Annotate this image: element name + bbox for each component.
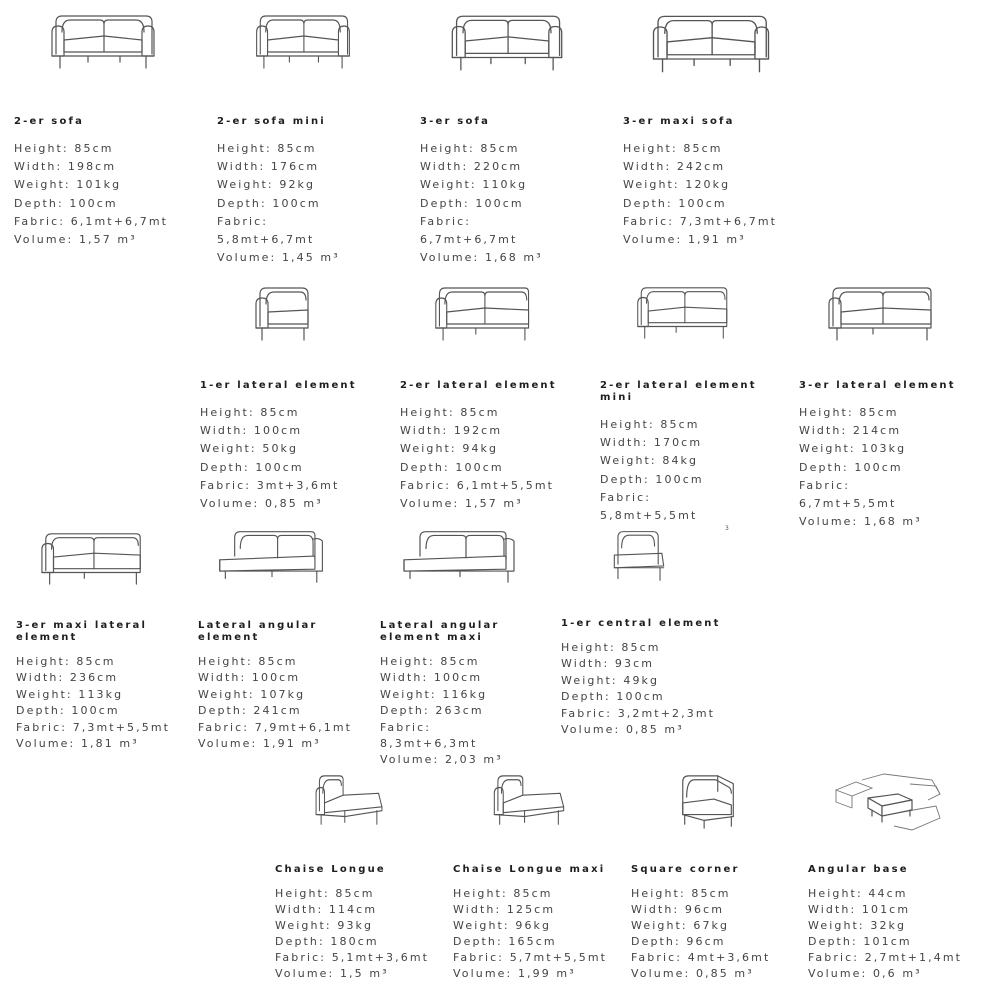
- spec-height: Height: 85cm: [631, 887, 731, 900]
- spec-fabric: Fabric: 5,1mt+3,6mt: [275, 951, 430, 964]
- spec-depth: Depth: 165cm: [453, 935, 557, 948]
- spec-height: Height: 85cm: [198, 655, 298, 668]
- spec-depth: Depth: 100cm: [217, 196, 321, 210]
- spec-depth: Depth: 96cm: [631, 935, 726, 948]
- spec-fabric: Fabric: 7,3mt+5,5mt: [16, 720, 171, 734]
- spec-volume: Volume: 1,57 m³: [400, 497, 523, 511]
- spec-volume: Volume: 0,85 m³: [631, 967, 754, 980]
- spec-weight: Weight: 101kg: [14, 178, 122, 192]
- spec-fabric: Fabric: 3,2mt+2,3mt: [561, 706, 716, 720]
- spec-volume: Volume: 1,99 m³: [453, 967, 576, 980]
- lateral-element-icon: [40, 528, 146, 588]
- product-card: [198, 528, 373, 752]
- product-card: [200, 282, 380, 513]
- spec-volume: Volume: 0,85 m³: [561, 723, 684, 737]
- spec-depth: Depth: 100cm: [14, 196, 118, 210]
- spec-height: Height: 85cm: [453, 887, 553, 900]
- spec-depth: Depth: 100cm: [16, 704, 120, 718]
- spec-volume: Volume: 1,81 m³: [16, 737, 139, 751]
- spec-width: Width: 100cm: [380, 671, 483, 685]
- spec-volume: Volume: 1,45 m³: [217, 251, 340, 265]
- spec-width: Width: 93cm: [561, 657, 655, 671]
- spec-width: Width: 100cm: [198, 671, 301, 685]
- spec-height: Height: 85cm: [380, 655, 480, 668]
- product-title: 2-er sofa mini: [217, 116, 326, 127]
- spec-depth: Depth: 100cm: [600, 472, 704, 486]
- spec-depth: Depth: 241cm: [198, 704, 302, 718]
- spec-weight: Weight: 96kg: [453, 919, 552, 932]
- lateral-element-icon: [434, 282, 534, 344]
- product-card: [631, 772, 806, 982]
- spec-weight: Weight: 50kg: [200, 442, 299, 456]
- spec-depth: Depth: 180cm: [275, 935, 379, 948]
- spec-width: Width: 214cm: [799, 424, 902, 438]
- spec-list: [16, 654, 191, 752]
- spec-list: [799, 404, 994, 531]
- spec-weight: Weight: 92kg: [217, 178, 316, 192]
- product-title: Square corner: [631, 864, 740, 875]
- spec-fabric: Fabric: 6,1mt+6,7mt: [14, 214, 169, 228]
- spec-volume: Volume: 0,85 m³: [200, 497, 323, 511]
- lateral-element-icon: [636, 282, 732, 342]
- spec-height: Height: 85cm: [799, 406, 899, 419]
- spec-depth: Depth: 263cm: [380, 704, 484, 718]
- chaise-longue-icon: [311, 772, 387, 832]
- spec-list: [623, 140, 823, 249]
- spec-list: [600, 416, 780, 525]
- spec-volume: Volume: 0,6 m³: [808, 967, 922, 980]
- spec-fabric: Fabric: 2,7mt+1,4mt: [808, 951, 963, 964]
- spec-list: [198, 654, 373, 752]
- spec-width: Width: 114cm: [275, 903, 378, 916]
- spec-width: Width: 125cm: [453, 903, 556, 916]
- two-seat-sofa-icon: [253, 10, 353, 72]
- square-corner-icon: [675, 772, 743, 832]
- product-title: 3-er lateral element: [799, 380, 956, 391]
- spec-height: Height: 85cm: [217, 142, 317, 155]
- product-title: 3-er sofa: [420, 116, 491, 127]
- spec-volume: Volume: 1,91 m³: [198, 737, 321, 751]
- spec-width: Width: 176cm: [217, 160, 320, 174]
- spec-depth: Depth: 100cm: [799, 460, 903, 474]
- spec-width: Width: 242cm: [623, 160, 726, 174]
- spec-volume: Volume: 1,5 m³: [275, 967, 389, 980]
- spec-depth: Depth: 100cm: [400, 460, 504, 474]
- spec-fabric: Fabric: 6,7mt+5,5mt: [799, 478, 897, 511]
- product-title: 3-er maxi sofa: [623, 116, 735, 127]
- spec-weight: Weight: 84kg: [600, 454, 699, 468]
- spec-weight: Weight: 67kg: [631, 919, 730, 932]
- spec-height: Height: 85cm: [14, 142, 114, 155]
- spec-volume: Volume: 1,91 m³: [623, 233, 746, 247]
- product-title: 3-er maxi lateral element: [16, 620, 148, 643]
- single-armchair-icon: [250, 282, 320, 344]
- angular-element-icon: [400, 528, 520, 586]
- product-card: [16, 528, 191, 752]
- spec-weight: Weight: 120kg: [623, 178, 731, 192]
- spec-weight: Weight: 49kg: [561, 673, 660, 687]
- central-element-icon: [607, 528, 671, 584]
- spec-width: Width: 220cm: [420, 160, 523, 174]
- spec-list: [453, 886, 628, 982]
- spec-height: Height: 85cm: [400, 406, 500, 419]
- product-card: [380, 528, 555, 769]
- product-card: [420, 10, 600, 267]
- spec-list: [420, 140, 600, 267]
- spec-fabric: Fabric: 6,7mt+6,7mt: [420, 214, 518, 247]
- spec-fabric: Fabric: 5,7mt+5,5mt: [453, 951, 608, 964]
- spec-list: [808, 886, 988, 982]
- product-card: [217, 10, 397, 267]
- spec-weight: Weight: 94kg: [400, 442, 499, 456]
- spec-depth: Depth: 100cm: [420, 196, 524, 210]
- product-card: [453, 772, 628, 982]
- spec-depth: Depth: 100cm: [561, 690, 665, 704]
- product-title: Chaise Longue maxi: [453, 864, 606, 875]
- spec-volume: Volume: 1,68 m³: [799, 515, 922, 529]
- spec-height: Height: 85cm: [275, 887, 375, 900]
- spec-list: [380, 654, 555, 769]
- spec-weight: Weight: 93kg: [275, 919, 374, 932]
- spec-weight: Weight: 107kg: [198, 687, 306, 701]
- three-seat-sofa-icon: [649, 10, 773, 76]
- lateral-element-icon: [827, 282, 937, 344]
- spec-fabric: Fabric: 4mt+3,6mt: [631, 951, 771, 964]
- spec-height: Height: 85cm: [16, 655, 116, 668]
- product-card: [561, 528, 741, 738]
- spec-width: Width: 101cm: [808, 903, 911, 916]
- product-title: 2-er sofa: [14, 116, 85, 127]
- angular-base-icon: [832, 772, 942, 834]
- spec-fabric: Fabric: 8,3mt+6,3mt: [380, 720, 478, 751]
- spec-list: [275, 886, 450, 982]
- spec-height: Height: 44cm: [808, 887, 908, 900]
- product-card: [808, 772, 988, 982]
- product-title: 2-er lateral element: [400, 380, 557, 391]
- spec-weight: Weight: 103kg: [799, 442, 907, 456]
- spec-list: [561, 640, 741, 738]
- spec-height: Height: 85cm: [600, 418, 700, 431]
- product-title: 1-er central element: [561, 618, 721, 629]
- product-card: [14, 10, 204, 249]
- spec-fabric: Fabric: 5,8mt+5,5mt: [600, 490, 698, 523]
- spec-list: [400, 404, 580, 513]
- product-card: [623, 10, 823, 249]
- spec-depth: Depth: 100cm: [623, 196, 727, 210]
- spec-weight: Weight: 32kg: [808, 919, 907, 932]
- spec-width: Width: 170cm: [600, 436, 703, 450]
- product-card: [275, 772, 450, 982]
- spec-volume: Volume: 1,68 m³: [420, 251, 543, 265]
- spec-height: Height: 85cm: [200, 406, 300, 419]
- spec-width: Width: 236cm: [16, 671, 119, 685]
- spec-weight: Weight: 113kg: [16, 687, 124, 701]
- spec-depth: Depth: 101cm: [808, 935, 912, 948]
- three-seat-sofa-icon: [448, 10, 566, 74]
- spec-list: [217, 140, 397, 267]
- spec-fabric: Fabric: 5,8mt+6,7mt: [217, 214, 315, 247]
- product-title: Chaise Longue: [275, 864, 386, 875]
- spec-depth: Depth: 100cm: [200, 460, 304, 474]
- spec-height: Height: 85cm: [561, 641, 661, 654]
- volume-stray-mark: 3: [725, 525, 729, 532]
- product-title: 1-er lateral element: [200, 380, 357, 391]
- chaise-longue-icon: [489, 772, 569, 832]
- spec-fabric: Fabric: 3mt+3,6mt: [200, 478, 340, 492]
- spec-volume: Volume: 2,03 m³: [380, 753, 503, 767]
- spec-width: Width: 198cm: [14, 160, 117, 174]
- product-title: Angular base: [808, 864, 909, 875]
- spec-fabric: Fabric: 7,9mt+6,1mt: [198, 720, 353, 734]
- product-title: 2-er lateral element mini: [600, 380, 757, 403]
- two-seat-sofa-icon: [48, 10, 158, 72]
- spec-height: Height: 85cm: [623, 142, 723, 155]
- spec-weight: Weight: 110kg: [420, 178, 528, 192]
- spec-list: [200, 404, 380, 513]
- spec-fabric: Fabric: 6,1mt+5,5mt: [400, 478, 555, 492]
- product-title: Lateral angular element maxi: [380, 620, 500, 643]
- product-card: [799, 282, 994, 531]
- spec-fabric: Fabric: 7,3mt+6,7mt: [623, 214, 778, 228]
- spec-width: Width: 100cm: [200, 424, 303, 438]
- spec-list: [631, 886, 806, 982]
- spec-width: Width: 96cm: [631, 903, 725, 916]
- product-title: Lateral angular element: [198, 620, 318, 643]
- spec-volume: Volume: 1,57 m³: [14, 233, 137, 247]
- angular-element-icon: [216, 528, 328, 586]
- spec-weight: Weight: 116kg: [380, 687, 488, 701]
- spec-height: Height: 85cm: [420, 142, 520, 155]
- spec-list: [14, 140, 204, 249]
- product-card: [400, 282, 580, 513]
- product-card: [600, 282, 780, 525]
- spec-width: Width: 192cm: [400, 424, 503, 438]
